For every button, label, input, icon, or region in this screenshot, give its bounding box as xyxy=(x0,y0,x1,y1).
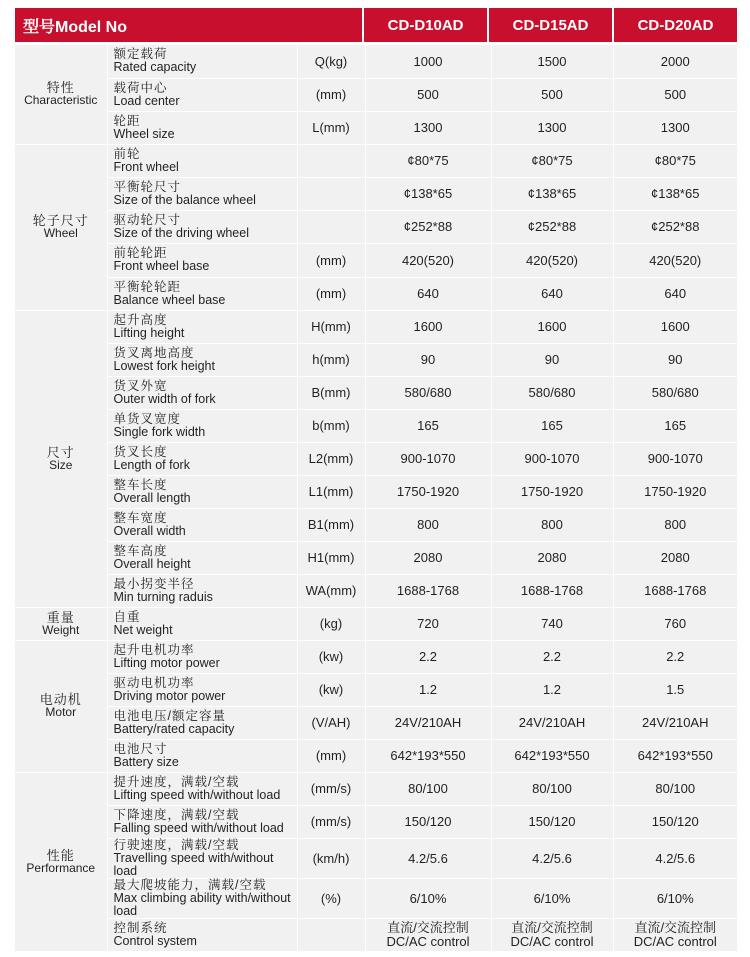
item-label-zh: 控制系统 xyxy=(113,920,168,935)
value-cell: 1300 xyxy=(613,111,737,144)
value-cell: 900-1070 xyxy=(613,442,737,475)
item-label-en: Size of the balance wheel xyxy=(113,192,256,207)
item-label xyxy=(107,838,297,878)
item-label-zh: 平衡轮尺寸 xyxy=(113,179,182,194)
value-cell: 1750-1920 xyxy=(365,475,491,508)
unit-cell: (mm) xyxy=(297,739,365,772)
item-label xyxy=(107,78,297,111)
unit-cell: b(mm) xyxy=(297,409,365,442)
item-label-zh: 轮距 xyxy=(113,113,141,128)
item-label-en: Falling speed with/without load xyxy=(113,820,284,835)
value-cell: 150/120 xyxy=(365,805,491,838)
value-cell: 642*193*550 xyxy=(613,739,737,772)
item-label xyxy=(107,144,297,177)
item-label-en: Overall length xyxy=(113,490,191,505)
unit-cell xyxy=(297,210,365,243)
item-label-zh: 驱动电机功率 xyxy=(113,675,195,690)
value-cell: 90 xyxy=(365,343,491,376)
item-label-zh: 最大爬坡能力，满载/空载 xyxy=(113,877,267,892)
unit-cell: (mm) xyxy=(297,78,365,111)
item-label xyxy=(107,673,297,706)
value-cell: 1.5 xyxy=(613,673,737,706)
item-label xyxy=(107,45,297,78)
item-label xyxy=(107,805,297,838)
table-row xyxy=(15,541,737,574)
item-label-en: Lifting speed with/without load xyxy=(113,787,281,802)
item-label-en: Control system xyxy=(113,933,197,948)
value-line: 直流/交流控制 xyxy=(387,919,469,935)
value-cell xyxy=(613,918,737,951)
item-label xyxy=(107,640,297,673)
table-row xyxy=(15,706,737,739)
table-row xyxy=(15,673,737,706)
model-column-header: CD-D20AD xyxy=(614,8,737,42)
item-label-en: Driving motor power xyxy=(113,688,226,703)
value-cell: 580/680 xyxy=(491,376,613,409)
item-label-en: Outer width of fork xyxy=(113,391,216,406)
value-cell: 740 xyxy=(491,607,613,640)
value-cell: 500 xyxy=(365,78,491,111)
value-cell: 1300 xyxy=(491,111,613,144)
value-cell: 90 xyxy=(613,343,737,376)
item-label-en: Front wheel base xyxy=(113,259,210,273)
item-label-zh: 前轮 xyxy=(113,146,141,161)
value-cell: 1688-1768 xyxy=(365,574,491,607)
item-label xyxy=(107,772,297,805)
unit-cell: L1(mm) xyxy=(297,475,365,508)
value-cell: 580/680 xyxy=(613,376,737,409)
table-row xyxy=(15,574,737,607)
unit-cell: B(mm) xyxy=(297,376,365,409)
value-cell: 760 xyxy=(613,607,737,640)
value-cell: 640 xyxy=(613,277,737,310)
value-cell: ¢80*75 xyxy=(613,144,737,177)
item-label-en: Overall height xyxy=(113,556,191,571)
value-cell: 165 xyxy=(365,409,491,442)
model-no-title: 型号Model No xyxy=(15,8,362,42)
item-label-zh: 载荷中心 xyxy=(113,80,168,95)
item-label-en: Lifting height xyxy=(113,325,185,340)
model-column-header: CD-D15AD xyxy=(489,8,612,42)
unit-cell: L(mm) xyxy=(297,111,365,144)
item-label-zh: 自重 xyxy=(113,609,141,624)
value-line: DC/AC control xyxy=(633,933,717,949)
item-label-en: Lifting motor power xyxy=(113,655,220,670)
group-label-en: Wheel xyxy=(43,226,78,240)
value-cell: 1750-1920 xyxy=(491,475,613,508)
value-cell: 165 xyxy=(491,409,613,442)
value-cell: 900-1070 xyxy=(365,442,491,475)
group-label-en: Characteristic xyxy=(24,93,98,108)
item-label xyxy=(107,475,297,508)
table-row xyxy=(15,210,737,243)
value-cell: 80/100 xyxy=(365,772,491,805)
item-label-en: Max climbing ability with/without load xyxy=(113,890,291,918)
item-label xyxy=(107,508,297,541)
item-label-en: Front wheel xyxy=(113,159,179,174)
table-row xyxy=(15,277,737,310)
item-label xyxy=(107,878,297,918)
table-row xyxy=(15,805,737,838)
value-cell: 2080 xyxy=(613,541,737,574)
value-cell: 900-1070 xyxy=(491,442,613,475)
item-label-en: Load center xyxy=(113,93,180,108)
value-cell: 24V/210AH xyxy=(365,706,491,739)
unit-cell: H1(mm) xyxy=(297,541,365,574)
value-line: DC/AC control xyxy=(386,933,470,949)
value-cell: 1750-1920 xyxy=(613,475,737,508)
unit-cell xyxy=(297,918,365,951)
value-cell: 1.2 xyxy=(365,673,491,706)
value-cell: 90 xyxy=(491,343,613,376)
group-label-zh: 重量 xyxy=(46,609,75,625)
item-label-en: Min turning raduis xyxy=(113,589,213,604)
item-label-zh: 整车高度 xyxy=(113,543,168,558)
table-header xyxy=(15,8,737,42)
value-cell: 6/10% xyxy=(365,878,491,918)
group-label-zh: 电动机 xyxy=(39,692,82,707)
table-row xyxy=(15,878,737,918)
item-label-en: Rated capacity xyxy=(113,60,197,75)
value-cell: 1000 xyxy=(365,45,491,78)
spec-sheet xyxy=(15,8,737,952)
value-cell: 4.2/5.6 xyxy=(491,838,613,878)
item-label xyxy=(107,442,297,475)
item-label-en: Battery/rated capacity xyxy=(113,721,235,736)
value-cell: 24V/210AH xyxy=(491,706,613,739)
unit-cell: (V/AH) xyxy=(297,706,365,739)
item-label xyxy=(107,210,297,243)
table-row xyxy=(15,111,737,144)
table-row xyxy=(15,343,737,376)
item-label xyxy=(107,343,297,376)
spec-table xyxy=(15,45,737,952)
group-label-en: Performance xyxy=(26,860,96,875)
unit-cell xyxy=(297,177,365,210)
unit-cell: WA(mm) xyxy=(297,574,365,607)
table-row xyxy=(15,442,737,475)
item-label-zh: 整车长度 xyxy=(113,477,168,492)
value-cell: 800 xyxy=(491,508,613,541)
group-label xyxy=(15,310,107,607)
value-cell: 800 xyxy=(613,508,737,541)
value-cell: 2.2 xyxy=(365,640,491,673)
group-label xyxy=(15,640,107,772)
unit-cell: (mm) xyxy=(297,277,365,310)
value-cell: 6/10% xyxy=(613,878,737,918)
item-label-en: Net weight xyxy=(113,622,173,637)
value-cell: 640 xyxy=(365,277,491,310)
table-row xyxy=(15,508,737,541)
value-cell: 2.2 xyxy=(491,640,613,673)
table-row xyxy=(15,475,737,508)
unit-cell: (mm/s) xyxy=(297,772,365,805)
item-label-zh: 最小拐变半径 xyxy=(113,576,195,591)
group-label-zh: 轮子尺寸 xyxy=(32,213,89,228)
value-cell: 1600 xyxy=(613,310,737,343)
unit-cell: (mm) xyxy=(297,243,365,277)
value-cell: 1600 xyxy=(491,310,613,343)
value-cell: 4.2/5.6 xyxy=(613,838,737,878)
value-cell: 80/100 xyxy=(491,772,613,805)
value-cell: ¢252*88 xyxy=(491,210,613,243)
table-row xyxy=(15,310,737,343)
value-cell: 1688-1768 xyxy=(613,574,737,607)
value-cell: 2000 xyxy=(613,45,737,78)
item-label xyxy=(107,310,297,343)
unit-cell xyxy=(297,144,365,177)
item-label-en: Lowest fork height xyxy=(113,358,215,373)
value-cell: 4.2/5.6 xyxy=(365,838,491,878)
table-row xyxy=(15,409,737,442)
value-cell: ¢252*88 xyxy=(613,210,737,243)
value-cell: ¢138*65 xyxy=(491,177,613,210)
item-label-zh: 货叉长度 xyxy=(113,444,168,459)
item-label-zh: 提升速度，满载/空载 xyxy=(113,774,240,789)
value-cell: 642*193*550 xyxy=(365,739,491,772)
group-label xyxy=(15,144,107,310)
value-line: 直流/交流控制 xyxy=(634,919,717,935)
item-label-zh: 起升电机功率 xyxy=(113,642,195,657)
table-row xyxy=(15,607,737,640)
item-label xyxy=(107,541,297,574)
item-label xyxy=(107,706,297,739)
value-cell: ¢138*65 xyxy=(613,177,737,210)
item-label xyxy=(107,243,297,277)
unit-cell: L2(mm) xyxy=(297,442,365,475)
group-label-zh: 性能 xyxy=(46,847,75,863)
item-label-en: Battery size xyxy=(113,754,179,769)
table-row xyxy=(15,144,737,177)
group-label-en: Motor xyxy=(45,705,77,719)
item-label xyxy=(107,277,297,310)
item-label-zh: 单货叉宽度 xyxy=(113,411,182,426)
value-cell: 1300 xyxy=(365,111,491,144)
item-label xyxy=(107,918,297,951)
group-label xyxy=(15,772,107,951)
item-label-zh: 起升高度 xyxy=(113,312,168,327)
unit-cell: h(mm) xyxy=(297,343,365,376)
unit-cell: (kw) xyxy=(297,640,365,673)
group-label-zh: 特性 xyxy=(46,80,75,96)
unit-cell: (km/h) xyxy=(297,838,365,878)
group-label xyxy=(15,607,107,640)
item-label xyxy=(107,409,297,442)
value-cell: 6/10% xyxy=(491,878,613,918)
table-row xyxy=(15,177,737,210)
item-label-zh: 行驶速度，满载/空载 xyxy=(113,837,240,852)
value-cell: 1600 xyxy=(365,310,491,343)
value-cell: 720 xyxy=(365,607,491,640)
table-row xyxy=(15,918,737,951)
value-cell: 580/680 xyxy=(365,376,491,409)
item-label-zh: 前轮轮距 xyxy=(113,246,168,260)
table-row xyxy=(15,78,737,111)
group-label xyxy=(15,45,107,144)
table-row xyxy=(15,838,737,878)
value-cell: 2080 xyxy=(491,541,613,574)
item-label-en: Size of the driving wheel xyxy=(113,225,249,240)
item-label-en: Wheel size xyxy=(113,126,175,141)
item-label xyxy=(107,739,297,772)
value-cell: 642*193*550 xyxy=(491,739,613,772)
table-row xyxy=(15,45,737,78)
item-label-zh: 驱动轮尺寸 xyxy=(113,212,182,227)
item-label xyxy=(107,111,297,144)
value-cell: 1.2 xyxy=(491,673,613,706)
item-label-en: Overall width xyxy=(113,523,186,538)
value-cell: ¢138*65 xyxy=(365,177,491,210)
table-row xyxy=(15,376,737,409)
value-cell: 1500 xyxy=(491,45,613,78)
table-row xyxy=(15,772,737,805)
group-label-en: Size xyxy=(49,457,73,472)
item-label-zh: 下降速度，满载/空载 xyxy=(113,807,240,822)
value-cell: ¢252*88 xyxy=(365,210,491,243)
value-cell: 500 xyxy=(613,78,737,111)
value-line: DC/AC control xyxy=(510,933,594,949)
item-label-zh: 货叉外宽 xyxy=(113,378,168,393)
value-cell: 165 xyxy=(613,409,737,442)
item-label-en: Balance wheel base xyxy=(113,292,226,307)
value-cell xyxy=(491,918,613,951)
item-label-en: Travelling speed with/without load xyxy=(113,850,274,878)
table-row xyxy=(15,739,737,772)
value-cell: 24V/210AH xyxy=(613,706,737,739)
group-label-zh: 尺寸 xyxy=(46,444,75,460)
table-row xyxy=(15,243,737,277)
item-label xyxy=(107,177,297,210)
value-cell: ¢80*75 xyxy=(365,144,491,177)
value-cell: 420(520) xyxy=(491,243,613,277)
unit-cell: H(mm) xyxy=(297,310,365,343)
value-cell: 150/120 xyxy=(491,805,613,838)
item-label xyxy=(107,376,297,409)
item-label-zh: 额定载荷 xyxy=(113,47,168,62)
unit-cell: B1(mm) xyxy=(297,508,365,541)
value-cell: 500 xyxy=(491,78,613,111)
unit-cell: (mm/s) xyxy=(297,805,365,838)
value-cell: 2080 xyxy=(365,541,491,574)
value-cell: ¢80*75 xyxy=(491,144,613,177)
value-cell: 800 xyxy=(365,508,491,541)
unit-cell: (kg) xyxy=(297,607,365,640)
value-line: 直流/交流控制 xyxy=(511,919,593,935)
group-label-en: Weight xyxy=(42,622,80,637)
value-cell: 2.2 xyxy=(613,640,737,673)
unit-cell: (kw) xyxy=(297,673,365,706)
unit-cell: (%) xyxy=(297,878,365,918)
value-cell: 80/100 xyxy=(613,772,737,805)
item-label-en: Length of fork xyxy=(113,457,190,472)
item-label-zh: 货叉离地高度 xyxy=(113,345,195,360)
value-cell: 150/120 xyxy=(613,805,737,838)
item-label-zh: 整车宽度 xyxy=(113,510,168,525)
unit-cell: Q(kg) xyxy=(297,45,365,78)
item-label-en: Single fork width xyxy=(113,424,206,439)
item-label xyxy=(107,574,297,607)
item-label xyxy=(107,607,297,640)
item-label-zh: 电池电压/额定容量 xyxy=(113,708,226,723)
model-column-header: CD-D10AD xyxy=(364,8,487,42)
value-cell: 420(520) xyxy=(365,243,491,277)
item-label-zh: 平衡轮轮距 xyxy=(113,279,182,294)
value-cell xyxy=(365,918,491,951)
value-cell: 1688-1768 xyxy=(491,574,613,607)
value-cell: 640 xyxy=(491,277,613,310)
value-cell: 420(520) xyxy=(613,243,737,277)
table-row xyxy=(15,640,737,673)
item-label-zh: 电池尺寸 xyxy=(113,741,168,756)
